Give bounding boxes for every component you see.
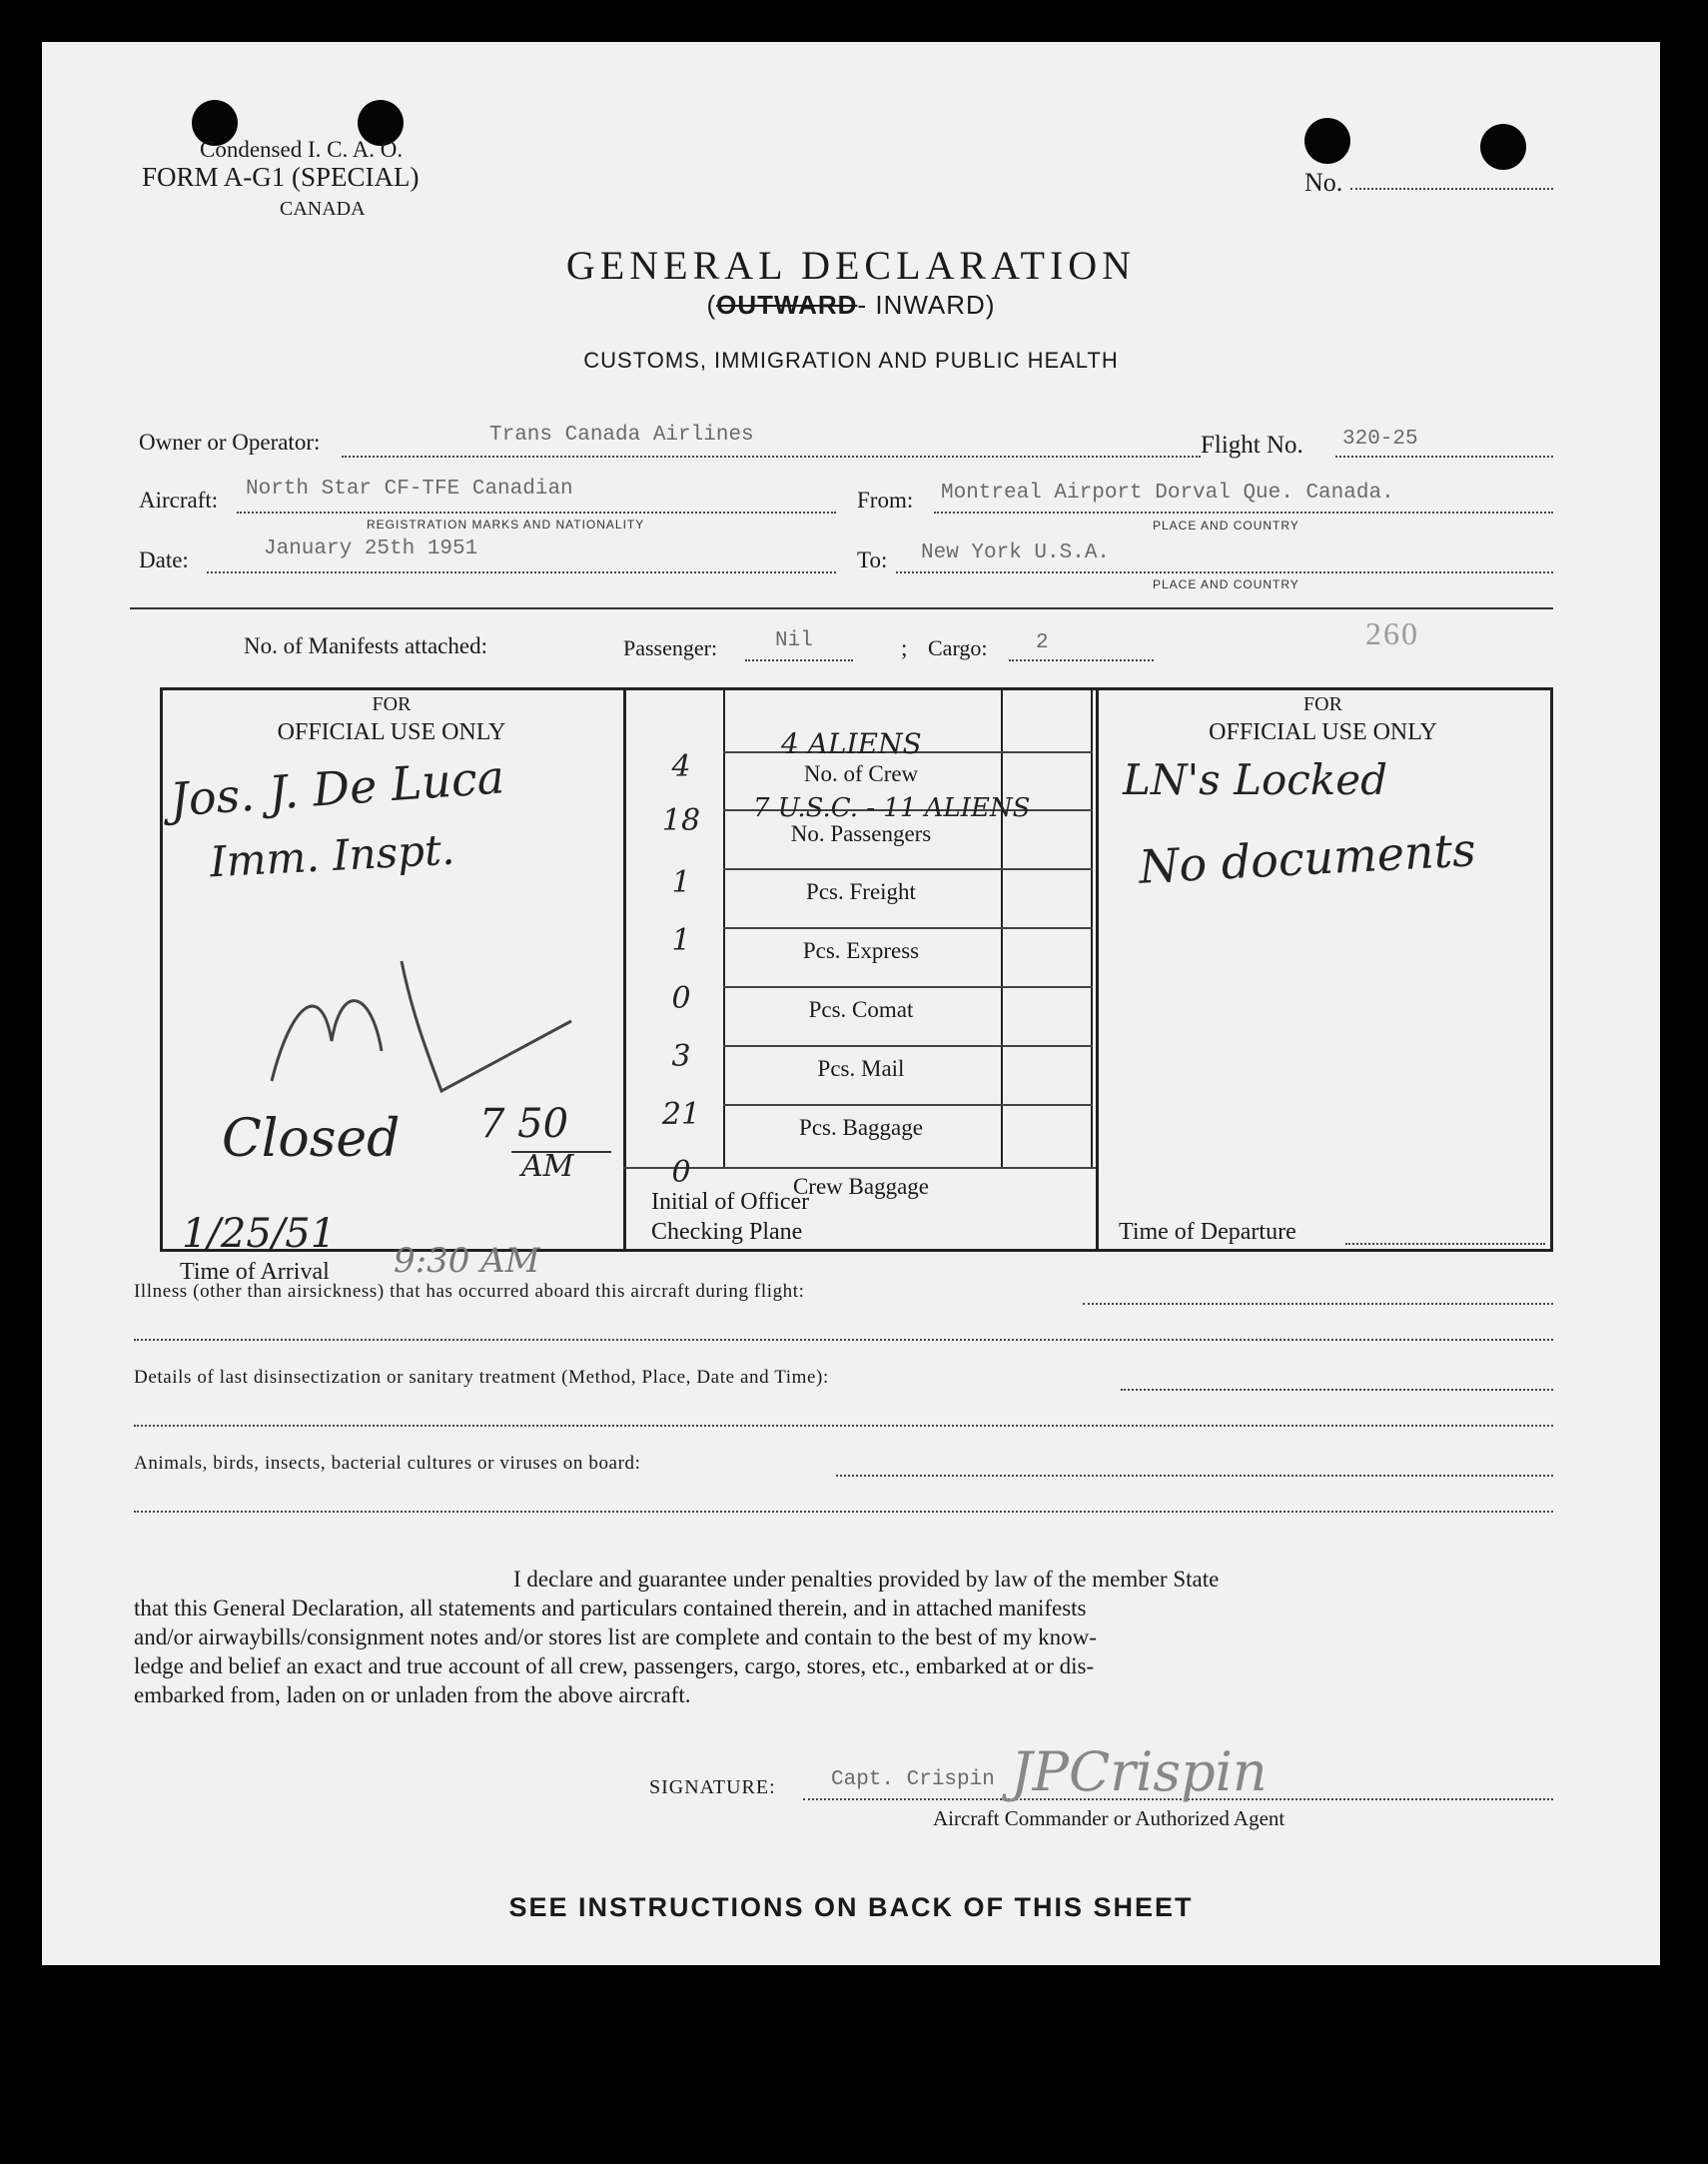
item-row-separator	[723, 927, 1093, 929]
item-row-separator	[723, 1045, 1093, 1047]
form-id-line1: Condensed I. C. A. O.	[200, 137, 404, 162]
illness-label: Illness (other than airsickness) that has occurred aboard this aircraft during flight:	[134, 1281, 805, 1302]
subtitle-close-paren: )	[985, 290, 996, 320]
comat-label: Pcs. Comat	[808, 997, 914, 1022]
to-caption: PLACE AND COUNTRY	[1153, 577, 1299, 591]
official-signature-line1: Jos. J. De Luca	[168, 749, 506, 827]
cargo-label: Cargo:	[928, 635, 988, 660]
table-left-border	[160, 687, 163, 1250]
disinsectization-line1	[1121, 1389, 1553, 1391]
official-left-heading2: OFFICIAL USE ONLY	[277, 719, 506, 745]
comat-count: 0	[671, 981, 691, 1016]
crew-label: No. of Crew	[803, 761, 919, 786]
form-subtitle2: CUSTOMS, IMMIGRATION AND PUBLIC HEALTH	[583, 348, 1119, 373]
passenger-label: Passenger:	[623, 635, 718, 660]
time-of-arrival-value: 9:30 AM	[394, 1241, 540, 1281]
punch-hole-4	[1480, 124, 1526, 170]
official-right-note2: No documents	[1137, 822, 1477, 894]
date-value: January 25th 1951	[264, 538, 478, 560]
mail-count: 3	[671, 1039, 691, 1074]
disinsectization-label: Details of last disinsectization or sanitary treatment (Method, Place, Date and Time):	[134, 1367, 829, 1388]
signature-label: SIGNATURE:	[649, 1776, 776, 1798]
signature-caption: Aircraft Commander or Authorized Agent	[933, 1806, 1285, 1830]
owner-line	[342, 456, 1201, 458]
cargo-value: 2	[1036, 631, 1049, 654]
subtitle-open-paren: (	[706, 290, 717, 320]
subtitle-outward-struck: OUTWARD	[716, 290, 858, 320]
from-line	[934, 512, 1553, 514]
official-scribble	[252, 921, 611, 1101]
crew-note: 4 ALIENS	[781, 727, 922, 760]
form-number-label: No.	[1304, 168, 1343, 197]
owner-label: Owner or Operator:	[139, 430, 321, 455]
to-label: To:	[857, 547, 888, 572]
arrival-date-handwritten: 1/25/51	[182, 1211, 337, 1257]
official-signature-line2: Imm. Inspt.	[208, 824, 456, 887]
illness-line1	[1083, 1303, 1553, 1305]
declaration-line5: embarked from, laden on or unladen from the above aircraft.	[134, 1682, 691, 1707]
stamp-number: 260	[1365, 615, 1419, 651]
table-right-border	[1550, 687, 1553, 1250]
aircraft-label: Aircraft:	[139, 488, 219, 513]
owner-value: Trans Canada Airlines	[489, 424, 754, 447]
declaration-line1: I declare and guarantee under penalties provided by law of the member State	[513, 1567, 1220, 1592]
closed-note: Closed	[222, 1109, 401, 1169]
animals-line2	[134, 1511, 1553, 1513]
table-divider-left	[623, 687, 626, 1250]
mail-label: Pcs. Mail	[817, 1056, 905, 1081]
official-right-heading2: OFFICIAL USE ONLY	[1209, 719, 1437, 745]
from-label: From:	[857, 488, 914, 513]
baggage-count: 21	[661, 1097, 701, 1132]
official-right-note1: LN's Locked	[1123, 755, 1387, 804]
table-bottom-border	[160, 1249, 1553, 1252]
passenger-value: Nil	[775, 629, 813, 652]
aircraft-caption: REGISTRATION MARKS AND NATIONALITY	[367, 518, 645, 532]
animals-label: Animals, birds, insects, bacterial cultures or viruses on board:	[134, 1453, 641, 1474]
from-value: Montreal Airport Dorval Que. Canada.	[941, 482, 1394, 505]
freight-label: Pcs. Freight	[806, 879, 916, 904]
cargo-separator: ;	[901, 635, 908, 660]
instructions-footer: SEE INSTRUCTIONS ON BACK OF THIS SHEET	[508, 1892, 1194, 1922]
subtitle-separator: -	[857, 290, 876, 320]
express-count: 1	[671, 923, 691, 958]
passengers-count: 18	[661, 803, 701, 838]
passengers-note: 7 U.S.C. - 11 ALIENS	[753, 793, 1031, 823]
punch-hole-3	[1304, 118, 1350, 164]
form-id-line2: FORM A-G1 (SPECIAL)	[142, 162, 420, 192]
crew-baggage-label: Crew Baggage	[792, 1174, 930, 1199]
declaration-line3: and/or airwaybills/consignment notes and/or stores list are complete and contain to the best of my know-	[134, 1624, 1097, 1649]
form-id-line3: CANADA	[280, 198, 366, 220]
header-divider	[130, 607, 1553, 609]
illness-line2	[134, 1339, 1553, 1341]
time-of-departure-label: Time of Departure	[1119, 1219, 1296, 1245]
form-number-line	[1350, 188, 1553, 190]
disinsectization-line2	[134, 1425, 1553, 1427]
time-of-departure-line	[1345, 1243, 1545, 1245]
passenger-line	[745, 659, 853, 661]
form-subtitle	[42, 290, 1660, 321]
flight-value: 320-25	[1342, 428, 1418, 451]
table-top-border	[160, 687, 1553, 690]
form-title: GENERAL DECLARATION	[565, 243, 1137, 288]
flight-label: Flight No.	[1201, 432, 1303, 459]
signature-typed: Capt. Crispin	[831, 1768, 995, 1791]
declaration-line2: that this General Declaration, all statements and particulars contained therein, and in attached manifests	[134, 1596, 1087, 1621]
baggage-label: Pcs. Baggage	[799, 1115, 923, 1140]
flight-line	[1335, 456, 1553, 458]
to-value: New York U.S.A.	[921, 541, 1111, 564]
freight-count: 1	[671, 865, 691, 900]
official-left-heading1: FOR	[372, 693, 412, 715]
official-right-heading1: FOR	[1303, 693, 1342, 715]
crew-count: 4	[671, 749, 691, 784]
to-line	[896, 571, 1553, 573]
closed-time: 7 50	[479, 1101, 569, 1147]
date-label: Date:	[139, 547, 189, 572]
manifests-label: No. of Manifests attached:	[244, 633, 487, 658]
subtitle-inward: INWARD	[875, 290, 986, 320]
declaration-line4: ledge and belief an exact and true account of all crew, passengers, cargo, stores, etc., embarked at or dis-	[134, 1653, 1095, 1678]
express-label: Pcs. Express	[802, 938, 920, 963]
crew-baggage-count: 0	[671, 1155, 691, 1190]
signature-handwritten: JPCrispin	[1011, 1740, 1268, 1803]
cargo-line	[1009, 659, 1154, 661]
initial-officer-line1: Initial of Officer	[651, 1189, 810, 1215]
date-line	[207, 571, 836, 573]
declaration-form-page	[42, 42, 1660, 1965]
passengers-label: No. Passengers	[790, 821, 932, 846]
time-of-arrival-label: Time of Arrival	[180, 1259, 330, 1285]
closed-ampm: AM	[521, 1149, 574, 1184]
animals-line1	[836, 1475, 1553, 1477]
from-caption: PLACE AND COUNTRY	[1153, 519, 1299, 533]
item-row-separator	[723, 986, 1093, 988]
table-divider-right	[1096, 687, 1099, 1250]
aircraft-line	[237, 512, 836, 514]
item-row-separator	[723, 1104, 1093, 1106]
initial-officer-line2: Checking Plane	[651, 1219, 803, 1245]
aircraft-value: North Star CF-TFE Canadian	[246, 478, 573, 501]
item-row-separator	[723, 868, 1093, 870]
